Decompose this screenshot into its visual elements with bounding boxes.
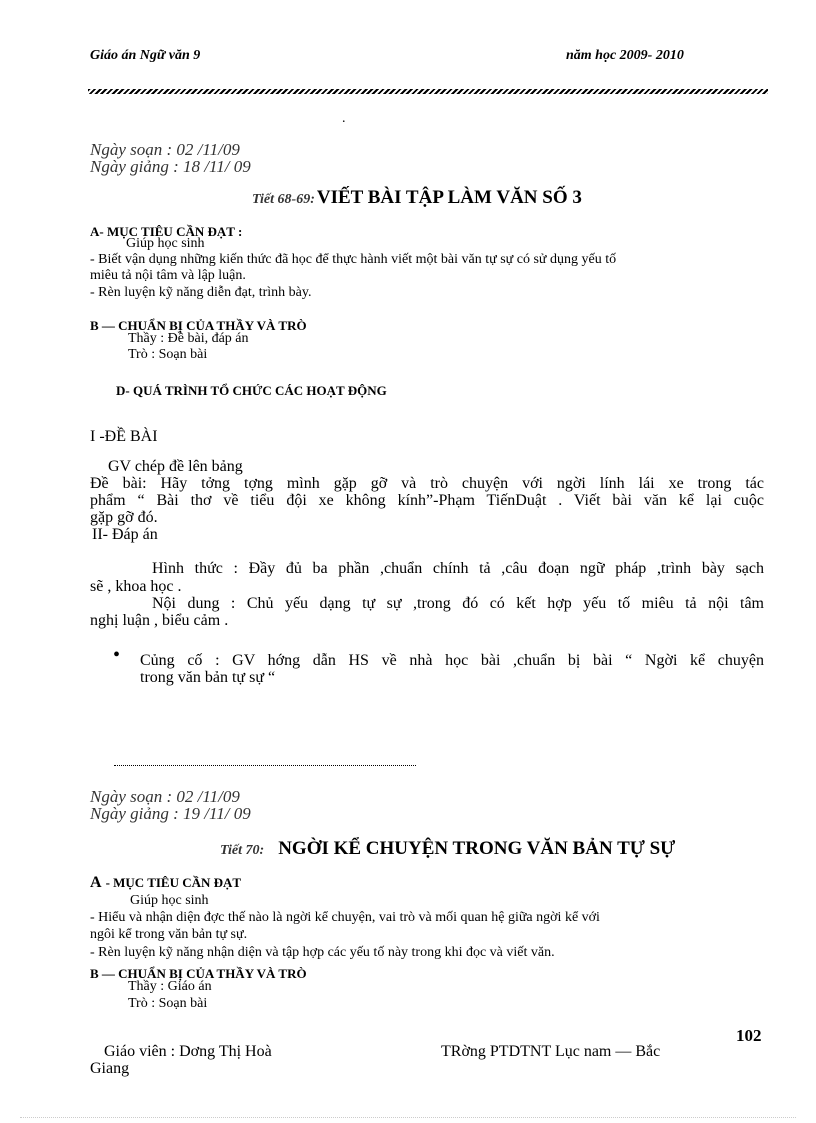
- hinh-thuc-line-1: Hình thức : Đầy đủ ba phần ,chuẩn chính tả ,câu đoạn ngữ pháp ,trình bày sạch: [152, 560, 764, 577]
- objective-2: - Rèn luyện kỹ năng diễn đạt, trình bày.: [90, 285, 312, 300]
- de-bai-line-3: gặp gỡ đó.: [90, 509, 158, 526]
- cung-co-line-1: Củng cố : GV hớng dẫn HS về nhà học bài ,chuẩn bị bài “ Ngời kể chuyện: [140, 652, 764, 669]
- section-d-heading: D- QUÁ TRÌNH TỔ CHỨC CÁC HOẠT ĐỘNG: [116, 383, 387, 398]
- section-a-text: - MỤC TIÊU CẦN ĐẠT: [105, 875, 242, 890]
- noi-dung-line-2: nghị luận , biểu cảm .: [90, 612, 229, 629]
- section-a-heading-2: [90, 874, 241, 892]
- objective-1-line-2: miêu tả nội tâm và lập luận.: [90, 268, 246, 283]
- cung-co-line-2: trong văn bản tự sự “: [140, 669, 276, 686]
- help-line: Giúp học sinh: [126, 236, 205, 251]
- bullet: •: [113, 644, 121, 666]
- date-teach-2: Ngày giảng : 19 /11/ 09: [90, 804, 251, 823]
- section-a-heading: A- MỤC TIÊU CẦN ĐẠT :: [90, 224, 243, 239]
- student-prep: Trò : Soạn bài: [128, 347, 208, 362]
- hinh-thuc-line-2: sẽ , khoa học .: [90, 578, 182, 595]
- help-line-2: Giúp học sinh: [130, 893, 209, 908]
- stray-dot: .: [342, 111, 346, 126]
- date-teach: Ngày giảng : 18 /11/ 09: [90, 157, 251, 176]
- student-prep-2: Trò : Soạn bài: [128, 996, 208, 1011]
- part-1-heading: I -ĐỀ BÀI: [90, 428, 158, 445]
- de-bai-line-2: phẩm “ Bài thơ về tiểu đội xe không kính”-Phạm TiếnDuật . Viết bài văn kể lại cuộc: [90, 492, 764, 509]
- lesson-title-text-2: NGỜI KỂ CHUYỆN TRONG VĂN BẢN TỰ SỰ: [278, 838, 676, 859]
- lesson-title-2: [220, 838, 675, 860]
- gv-instruction: GV chép đề lên bảng: [108, 458, 243, 475]
- teacher-prep-2: Thầy : Giáo án: [128, 979, 212, 994]
- lesson-title: [252, 187, 582, 209]
- noi-dung-line-1: Nội dung : Chủ yếu dạng tự sự ,trong đó có kết hợp yếu tố miêu tả nội tâm: [152, 595, 764, 612]
- page-edge: [20, 1117, 796, 1118]
- section-a-letter: A: [90, 874, 102, 891]
- objective-1-line-2-2: ngôi kể trong văn bản tự sự.: [90, 927, 248, 942]
- date-prepare: Ngày soạn : 02 /11/09: [90, 140, 240, 159]
- dotted-separator: [114, 765, 416, 766]
- header-rule: [88, 89, 768, 94]
- lesson-number: Tiết 68-69:: [252, 192, 315, 207]
- footer-province: Giang: [90, 1060, 130, 1077]
- header-left: Giáo án Ngữ văn 9: [90, 48, 201, 63]
- section-b-heading-2: B — CHUẨN BỊ CỦA THẦY VÀ TRÒ: [90, 966, 307, 981]
- date-prepare-2: Ngày soạn : 02 /11/09: [90, 787, 240, 806]
- footer-teacher: Giáo viên : Dơng Thị Hoà: [104, 1043, 272, 1060]
- page-number: 102: [736, 1026, 762, 1045]
- objective-2-2: - Rèn luyện kỹ năng nhận diện và tập hợp các yếu tố này trong khi đọc và viết văn.: [90, 945, 555, 960]
- lesson-number-2: Tiết 70:: [220, 843, 265, 858]
- header-right: năm học 2009- 2010: [566, 48, 684, 63]
- footer-school: TRờng PTDTNT Lục nam — Bắc: [441, 1043, 661, 1060]
- objective-1-line-1-2: - Hiểu và nhận diện đợc thế nào là ngời kể chuyện, vai trò và mối quan hệ giữa ngời kể với: [90, 910, 600, 925]
- part-2-heading: II- Đáp án: [92, 526, 158, 543]
- teacher-prep: Thầy : Đề bài, đáp án: [128, 331, 249, 346]
- section-b-heading: B — CHUẨN BỊ CỦA THẦY VÀ TRÒ: [90, 318, 307, 333]
- lesson-title-text: VIẾT BÀI TẬP LÀM VĂN SỐ 3: [316, 187, 582, 208]
- de-bai-line-1: Đề bài: Hãy tởng tợng mình gặp gỡ và trò chuyện với ngời lính lái xe trong tác: [90, 475, 764, 492]
- objective-1-line-1: - Biết vận dụng những kiến thức đã học để thực hành viết một bài văn tự sự có sử dụng yếu tố: [90, 252, 617, 267]
